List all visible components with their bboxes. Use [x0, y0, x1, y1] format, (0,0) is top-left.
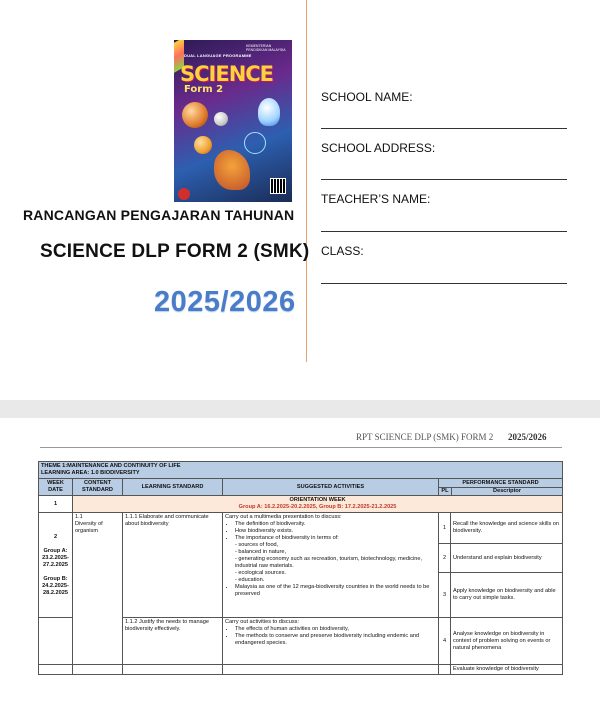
content-standard-cell: [73, 513, 123, 665]
cover-form: Form 2: [184, 84, 224, 95]
content-number: 1.1: [75, 514, 83, 520]
descriptor-1: Recall the knowledge and science skills on biodiversity.: [451, 513, 563, 544]
plan-page: [0, 418, 600, 708]
class-line[interactable]: [321, 283, 567, 284]
book-cover-image: [174, 40, 292, 202]
activities-cont: [223, 665, 439, 675]
group-a-dates: 23.2.2025-27.2.2025: [42, 554, 69, 568]
week-2-cont-2: [39, 665, 73, 675]
learning-standard-header: LEARNING STANDARD: [123, 479, 223, 496]
cover-title: SCIENCE: [180, 62, 274, 86]
teacher-name-line[interactable]: [321, 231, 567, 232]
week-header-label: WEEK: [47, 480, 64, 486]
planet-icon: [214, 112, 228, 126]
page-divider: [306, 0, 307, 362]
pl-3: 3: [439, 573, 451, 618]
descriptor-5: Evaluate knowledge of biodiversity: [451, 665, 563, 675]
descriptor-header: Descriptor: [493, 487, 522, 494]
plan-table: [38, 461, 563, 675]
activity-subitem: - ecological sources.: [235, 570, 286, 576]
performance-header-label: PERFORMANCE STANDARD: [439, 480, 562, 488]
week-2-number: 2: [53, 533, 58, 540]
week-2-cont: [39, 618, 73, 665]
activities-1: [223, 513, 439, 618]
performance-header: [439, 479, 563, 496]
orientation-row: [73, 496, 563, 513]
pl-5: [439, 665, 451, 675]
page-header-year: 2025/2026: [508, 432, 547, 442]
content-standard-header: CONTENT STANDARD: [73, 479, 123, 496]
activities-2: [223, 618, 439, 665]
descriptor-2: Understand and explain biodiversity: [451, 544, 563, 573]
content-cont: [73, 665, 123, 675]
school-name-label: SCHOOL NAME:: [321, 90, 413, 104]
atom-icon: [244, 132, 266, 154]
learning-standard-2: 1.1.2 Justify the needs to manage biodiversity effectively.: [123, 618, 223, 665]
theme-row: [39, 462, 563, 479]
week-1-cell: 1: [39, 496, 73, 513]
activity-bullet: • Malaysia as one of the 12 mega-biodiversity countries in the world needs to be preserved: [235, 584, 436, 598]
learning-cont: [123, 665, 223, 675]
leaf-icon: [214, 150, 250, 190]
activities-header: SUGGESTED ACTIVITIES: [223, 479, 439, 496]
group-b-label: Group B:: [43, 575, 68, 582]
qr-code-icon: [270, 178, 286, 194]
school-address-line[interactable]: [321, 179, 567, 180]
orientation-title: ORIENTATION WEEK: [289, 497, 346, 503]
week-header: [39, 479, 73, 496]
publisher-badge-icon: [178, 188, 190, 200]
learning-area: LEARNING AREA: 1.0 BIODIVERSITY: [41, 470, 140, 476]
page-gap: [0, 400, 600, 418]
planet-icon: [182, 102, 208, 128]
pl-4: 4: [439, 618, 451, 665]
cover-ministry: KEMENTERIAN PENDIDIKAN MALAYSIA: [246, 44, 286, 52]
teacher-name-label: TEACHER’S NAME:: [321, 192, 431, 206]
lightbulb-icon: [258, 98, 280, 126]
week-2-cell: [39, 513, 73, 618]
date-header-label: DATE: [48, 487, 63, 493]
class-label: CLASS:: [321, 244, 364, 258]
plan-title: RANCANGAN PENGAJARAN TAHUNAN: [23, 207, 295, 223]
theme-title: THEME 1:MAINTENANCE AND CONTINUITY OF LIFE: [41, 463, 181, 469]
activity-subitem: - sources of food,: [235, 542, 279, 548]
group-a-label: Group A:: [43, 547, 68, 554]
subject-title: SCIENCE DLP FORM 2 (SMK): [40, 241, 310, 262]
descriptor-3: Apply knowledge on biodiversity and able to carry out simple tasks.: [451, 573, 563, 618]
pl-2: 2: [439, 544, 451, 573]
page-header-title: RPT SCIENCE DLP (SMK) FORM 2: [356, 432, 494, 442]
descriptor-4: Analyse knowledge on biodiversity in context of problem solving on events or natural phenomena: [451, 618, 563, 665]
activity-bullet: • How biodiversity exists.: [235, 528, 436, 535]
pl-header: PL: [439, 488, 452, 495]
group-b-dates: 24.2.2025-28.2.2025: [42, 582, 69, 596]
school-name-line[interactable]: [321, 128, 567, 129]
pl-1: 1: [439, 513, 451, 544]
cover-programme: DUAL LANGUAGE PROGRAMME: [184, 53, 252, 58]
year-title: 2025/2026: [154, 286, 296, 318]
activity-subitem: - balanced in nature,: [235, 549, 286, 555]
activity-bullet: • The definition of biodiversity.: [235, 521, 436, 528]
school-address-label: SCHOOL ADDRESS:: [321, 141, 436, 155]
planet-icon: [194, 136, 212, 154]
activity-subitem: - generating economy such as recreation, tourism, biotechnology, medicine, industrial raw materials.: [235, 556, 423, 569]
learning-standard-1: 1.1.1 Elaborate and communicate about biodiversity: [123, 513, 223, 618]
activity-bullet: • The effects of human activities on biodiversity,: [235, 626, 436, 633]
orientation-groups: Group A: 16.2.2025-20.2.2025, Group B: 17.2.2025-21.2.2025: [238, 504, 397, 510]
activity-intro: Carry out a multimedia presentation to discuss:: [225, 514, 342, 520]
activity-bullet: • The importance of biodiversity in terms of:: [235, 535, 436, 542]
header-rule: [40, 447, 562, 448]
activity-bullet: • The methods to conserve and preserve biodiversity including endemic and endangered species.: [235, 633, 436, 647]
activity-intro: Carry out activities to discuss:: [225, 619, 299, 625]
activity-subitem: - education.: [235, 577, 265, 583]
content-text: Diversity of organism: [75, 521, 103, 534]
